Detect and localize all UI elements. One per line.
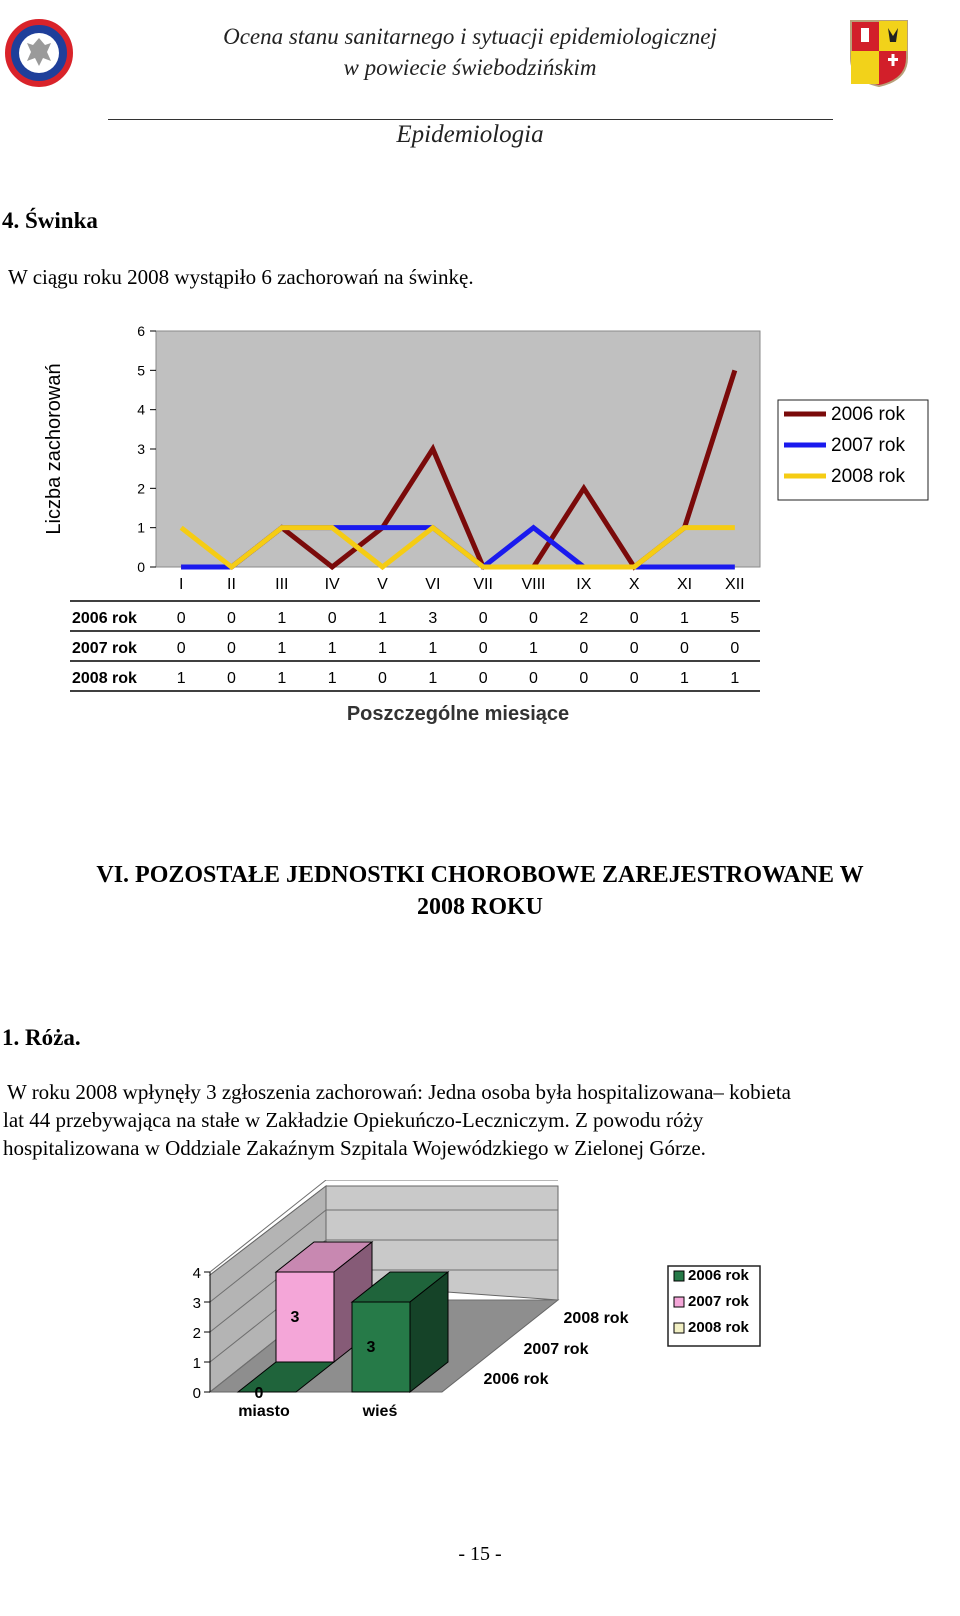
rose-3d-bar-chart — [0, 1180, 960, 1440]
document-title-line1: Ocena stanu sanitarnego i sytuacji epidemiologicznej — [223, 24, 717, 49]
table-cell: 0 — [629, 610, 639, 627]
y-tick-label: 4 — [137, 401, 145, 418]
mumps-heading: 4. Świnka — [2, 208, 98, 233]
table-cell: 0 — [629, 640, 639, 657]
table-cell: 0 — [378, 670, 387, 687]
x-category-label: IV — [324, 576, 340, 593]
table-row-label: 2006 rok — [72, 610, 137, 627]
table-cell: 0 — [327, 610, 337, 627]
page-number: - 15 - — [458, 1543, 502, 1565]
x-category-label: II — [227, 576, 236, 593]
rose-heading: 1. Róża. — [2, 1025, 81, 1050]
x-category-label: X — [628, 576, 640, 593]
y-tick-label: 4 — [192, 1265, 201, 1282]
table-cell: 0 — [680, 640, 689, 657]
other-diseases-heading-line1: VI. POZOSTAŁE JEDNOSTKI CHOROBOWE ZAREJESTROWANE W — [96, 862, 864, 888]
depth-axis-label: 2008 rok — [563, 1310, 629, 1327]
y-tick-label: 3 — [137, 441, 145, 457]
y-tick-label: 2 — [192, 1325, 201, 1342]
table-cell: 1 — [327, 670, 337, 687]
bar-data-label: 3 — [366, 1339, 376, 1356]
powiat-coat-of-arms — [848, 18, 910, 88]
table-cell: 1 — [277, 670, 287, 687]
rose-paragraph-line2: lat 44 przebywająca na stałe w Zakładzie Opiekuńczo-Leczniczym. Z powodu róży — [3, 1108, 704, 1132]
y-tick-label: 3 — [192, 1295, 201, 1312]
bar-2006-rok-wieś — [352, 1272, 448, 1392]
table-cell: 1 — [680, 670, 689, 687]
y-tick-label: 1 — [137, 519, 145, 536]
legend-label: 2007 rok — [831, 435, 905, 456]
table-cell: 0 — [478, 610, 488, 627]
bar-data-label: 3 — [290, 1309, 300, 1326]
table-cell: 1 — [730, 670, 740, 687]
table-cell: 3 — [428, 610, 438, 627]
table-cell: 1 — [529, 640, 538, 657]
x-category-label: V — [377, 576, 388, 593]
legend-label: 2006 rok — [831, 404, 905, 425]
x-category-label: IX — [576, 576, 592, 593]
table-cell: 1 — [378, 640, 387, 657]
mumps-line-chart — [0, 315, 960, 735]
x-category-label: VI — [425, 576, 441, 593]
legend-label: 2006 rok — [688, 1267, 749, 1284]
mumps-intro: W ciągu roku 2008 wystąpiło 6 zachorowań na świnkę. — [8, 265, 474, 289]
table-cell: 0 — [176, 610, 186, 627]
table-cell: 1 — [378, 610, 387, 627]
table-cell: 0 — [478, 640, 488, 657]
header-rule — [108, 119, 833, 120]
rose-paragraph-line3: hospitalizowana w Oddziale Zakaźnym Szpitala Wojewódzkiego w Zielonej Górze. — [3, 1136, 706, 1160]
y-tick-label: 5 — [137, 362, 145, 379]
legend-swatch — [674, 1297, 684, 1307]
x-category-label: XI — [676, 576, 693, 593]
table-cell: 0 — [529, 610, 538, 627]
x-category-label: I — [178, 576, 184, 593]
table-cell: 0 — [227, 640, 236, 657]
x-category-label: miasto — [238, 1403, 290, 1420]
table-cell: 0 — [579, 670, 589, 687]
bar-data-label: 0 — [254, 1385, 264, 1402]
table-cell: 1 — [277, 610, 287, 627]
table-cell: 1 — [176, 670, 186, 687]
rose-paragraph-line1: W roku 2008 wpłynęły 3 zgłoszenia zachorowań: Jedna osoba była hospitalizowana– kobieta — [7, 1080, 791, 1104]
y-tick-label: 2 — [137, 480, 145, 497]
sanitary-inspection-logo — [4, 18, 74, 88]
table-cell: 2 — [579, 610, 589, 627]
x-axis-title: Poszczególne miesiące — [346, 703, 570, 725]
depth-axis-label: 2006 rok — [483, 1371, 549, 1388]
plot-area — [156, 331, 760, 567]
y-tick-label: 0 — [137, 559, 145, 575]
table-cell: 5 — [730, 610, 740, 627]
table-cell: 0 — [730, 640, 740, 657]
legend-label: 2007 rok — [688, 1293, 749, 1310]
table-cell: 0 — [529, 670, 538, 687]
section-name: Epidemiologia — [396, 121, 544, 148]
table-cell: 0 — [227, 610, 236, 627]
table-cell: 0 — [478, 670, 488, 687]
table-cell: 0 — [579, 640, 589, 657]
depth-axis-label: 2007 rok — [523, 1341, 589, 1358]
table-cell: 1 — [428, 670, 438, 687]
table-cell: 0 — [227, 670, 236, 687]
table-cell: 0 — [176, 640, 186, 657]
table-cell: 1 — [428, 640, 438, 657]
table-cell: 0 — [629, 670, 639, 687]
x-category-label: VIII — [521, 576, 546, 593]
table-cell: 1 — [680, 610, 689, 627]
table-cell: 1 — [327, 640, 337, 657]
other-diseases-heading-line2: 2008 ROKU — [417, 894, 543, 920]
y-axis-title: Liczba zachorowań — [43, 363, 65, 535]
x-category-label: XII — [725, 576, 745, 593]
y-tick-label: 0 — [192, 1385, 201, 1402]
document-title-line2: w powiecie świebodzińskim — [343, 55, 597, 80]
x-category-label: III — [275, 576, 289, 593]
table-row-label: 2008 rok — [72, 670, 137, 687]
legend-label: 2008 rok — [688, 1319, 749, 1336]
y-tick-label: 6 — [137, 323, 145, 339]
y-tick-label: 1 — [192, 1355, 201, 1372]
table-row-label: 2007 rok — [72, 640, 137, 657]
table-cell: 1 — [277, 640, 287, 657]
legend-swatch — [674, 1271, 684, 1281]
legend-label: 2008 rok — [831, 466, 905, 487]
x-category-label: VII — [473, 576, 493, 593]
x-category-label: wieś — [362, 1403, 398, 1420]
legend-swatch — [674, 1323, 684, 1333]
